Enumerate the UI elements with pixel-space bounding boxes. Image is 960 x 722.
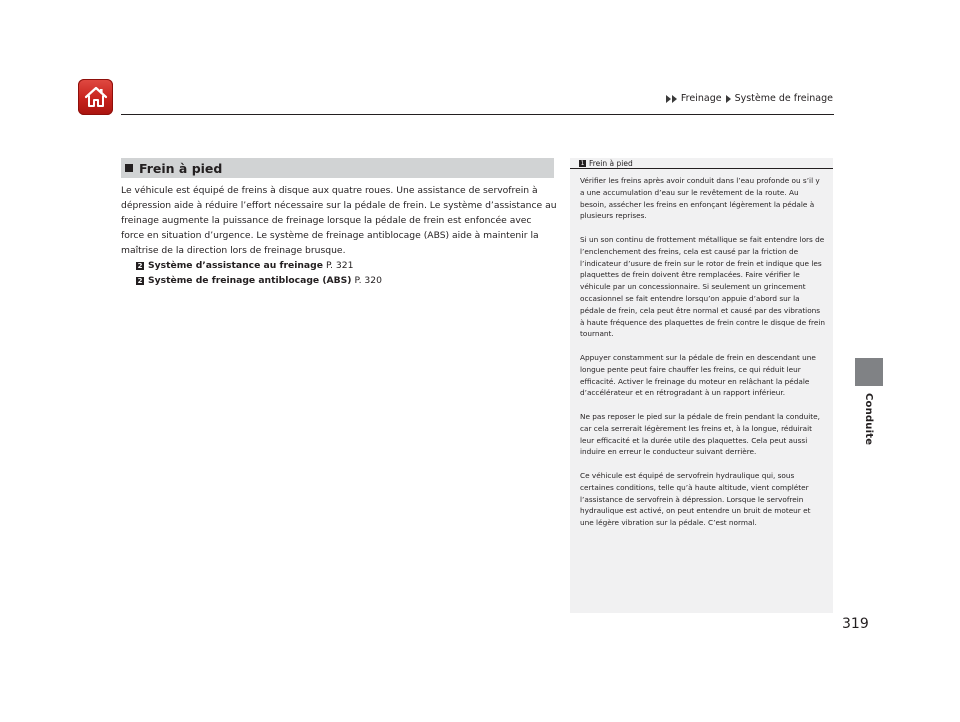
section-header bbox=[121, 158, 554, 178]
reference-title: Système d’assistance au freinage bbox=[148, 260, 323, 271]
breadcrumb bbox=[666, 93, 833, 104]
note-paragraph: Si un son continu de frottement métallique se fait entendre lors de l’enclenchement des freins, cela est causé par la friction de l’indicateur d’usure de frein sur le rotor de frein et indique que les plaquettes de frein doivent être remplacées. Faire vérifier le véhicule par un concessionnaire. Si seulement un grincement occasionnel se fait entendre lorsqu’on appuie d’abord sur la pédale de frein, cela peut être normal et causé par des vibrations à haute fréquence des plaquettes de frein contre le disque de frein tournant. bbox=[580, 234, 825, 339]
note-paragraph: Ne pas reposer le pied sur la pédale de frein pendant la conduite, car cela serrerait légèrement les freins et, à la longue, réduirait leur efficacité et la durée utile des plaquettes. Cela peut aussi induire en erreur le conducteur suivant derrière. bbox=[580, 411, 820, 457]
reference-page: P. 321 bbox=[325, 260, 354, 271]
arrow-icon bbox=[726, 95, 731, 103]
body-paragraph: Le véhicule est équipé de freins à disque aux quatre roues. Une assistance de servofrein à dépression aide à réduire l’effort nécessaire sur la pédale de frein. Le système d’assistance au freinage augmente la puissance de freinage lorsque la pédale de frein est enfoncée avec force en situation d’urgence. Le système de freinage antiblocage (ABS) aide à maintenir la maîtrise de la direction lors de freinage brusque. bbox=[121, 185, 557, 256]
square-bullet-icon bbox=[125, 164, 133, 172]
note-paragraph: Appuyer constamment sur la pédale de frein en descendant une longue pente peut faire chauffer les freins, ce qui réduit leur efficacité. Activer le freinage du moteur en relâchant la pédale d’accélérateur et en rétrogradant à un rapport inférieur. bbox=[580, 352, 816, 398]
chapter-tab-label: Conduite bbox=[863, 393, 874, 446]
note-paragraph: Vérifier les freins après avoir conduit dans l’eau profonde ou s’il y a une accumulation d’eau sur le revêtement de la route. Au besoin, assécher les freins en enfonçant légèrement la pédale à plusieurs reprises. bbox=[580, 176, 820, 221]
reference-page: P. 320 bbox=[354, 275, 382, 286]
reference-arrow-icon: 2 bbox=[137, 276, 143, 285]
cross-reference-link[interactable] bbox=[121, 258, 557, 273]
home-button[interactable] bbox=[78, 79, 113, 115]
note-body bbox=[570, 169, 833, 529]
home-icon bbox=[83, 84, 109, 110]
cross-reference-link[interactable] bbox=[121, 273, 557, 288]
note-header bbox=[570, 158, 833, 169]
section-body bbox=[121, 183, 557, 288]
header-divider bbox=[121, 114, 834, 115]
breadcrumb-item[interactable]: Système de freinage bbox=[734, 93, 833, 104]
breadcrumb-item[interactable]: Freinage bbox=[680, 93, 722, 104]
note-marker-icon: 1 bbox=[580, 159, 585, 167]
reference-arrow-icon: 2 bbox=[137, 261, 143, 270]
note-title: Frein à pied bbox=[589, 158, 633, 168]
note-paragraph: Ce véhicule est équipé de servofrein hydraulique qui, sous certaines conditions, telle qu’à haute altitude, vient compléter l’assistance de servofrein à dépression. Lorsque le servofrein hydraulique est activé, on peut entendre un bruit de moteur et une légère vibration sur la pédale. C’est normal. bbox=[580, 470, 811, 528]
double-arrow-icon bbox=[666, 95, 677, 103]
chapter-tab[interactable] bbox=[855, 358, 883, 386]
sidebar-note bbox=[570, 158, 833, 613]
reference-title: Système de freinage antiblocage (ABS) bbox=[148, 275, 352, 286]
page-number: 319 bbox=[842, 616, 869, 632]
section-title: Frein à pied bbox=[139, 160, 223, 176]
